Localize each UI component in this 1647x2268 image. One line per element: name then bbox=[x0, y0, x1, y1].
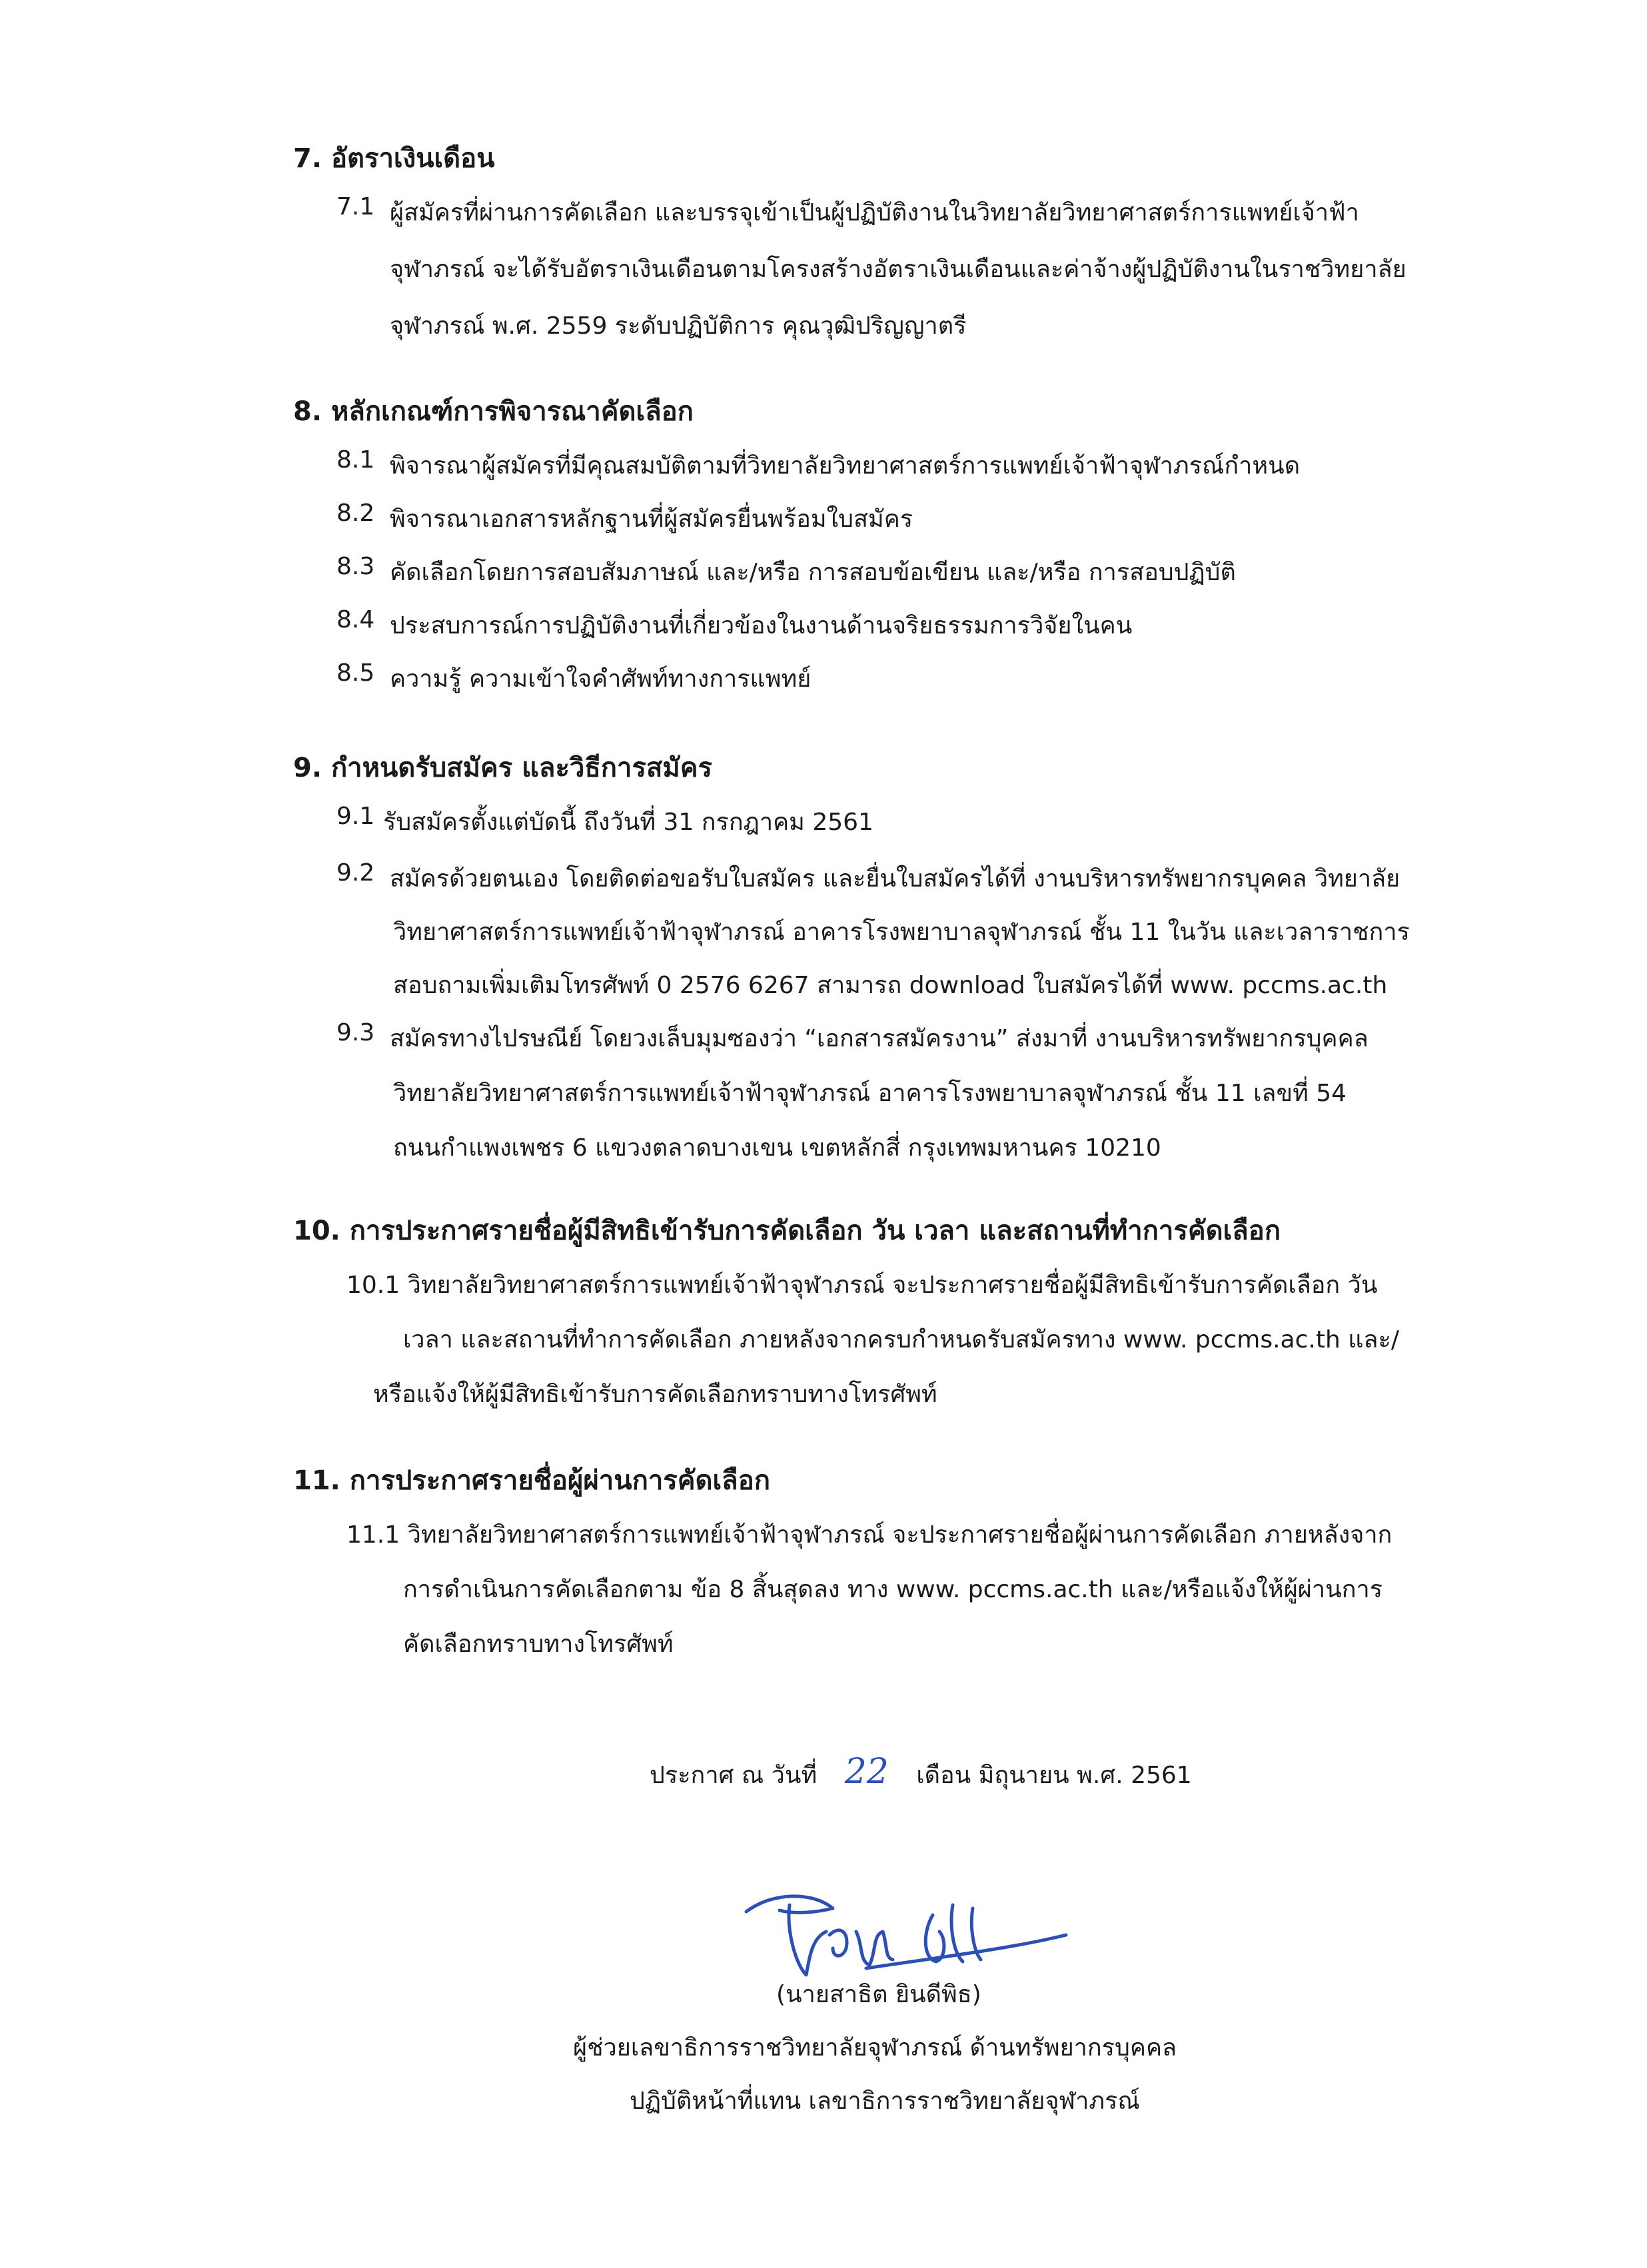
signatory-name: (นายสาธิต ยินดีพิธ) bbox=[776, 1981, 981, 2008]
item-number: 8.1 bbox=[336, 446, 375, 474]
item-number: 8.4 bbox=[336, 606, 375, 633]
item-text: คัดเลือกโดยการสอบสัมภาษณ์ และ/หรือ การสอบข้อเขียน และ/หรือ การสอบปฏิบัติ bbox=[390, 559, 1236, 586]
signatory-acting: ปฏิบัติหน้าที่แทน เลขาธิการราชวิทยาลัยจุฬาภรณ์ bbox=[630, 2087, 1140, 2115]
section-8-heading: 8. หลักเกณฑ์การพิจารณาคัดเลือก bbox=[293, 396, 694, 427]
item-number: 8.3 bbox=[336, 553, 375, 580]
section-7-heading: 7. อัตราเงินเดือน bbox=[293, 143, 495, 174]
announcement-date bbox=[650, 1752, 1192, 1794]
item-10-1-line-3: หรือแจ้งให้ผู้มีสิทธิเข้ารับการคัดเลือกทราบทางโทรศัพท์ bbox=[373, 1381, 937, 1408]
item-number: 7.1 bbox=[336, 193, 375, 220]
announcement-prefix: ประกาศ ณ วันที่ bbox=[650, 1762, 818, 1789]
item-7-1-line-3: จุฬาภรณ์ พ.ศ. 2559 ระดับปฏิบัติการ คุณวุฒิปริญญาตรี bbox=[390, 312, 967, 340]
handwritten-signature bbox=[733, 1885, 1079, 1985]
item-number: 9.3 bbox=[336, 1019, 375, 1046]
section-10-heading: 10. การประกาศรายชื่อผู้มีสิทธิเข้ารับการคัดเลือก วัน เวลา และสถานที่ทำการคัดเลือก bbox=[293, 1216, 1281, 1246]
item-text: ผู้สมัครที่ผ่านการคัดเลือก และบรรจุเข้าเป็นผู้ปฏิบัติงานในวิทยาลัยวิทยาศาสตร์การแพทย์เจ้าฟ้า bbox=[390, 199, 1359, 226]
item-text: พิจารณาเอกสารหลักฐานที่ผู้สมัครยื่นพร้อมใบสมัคร bbox=[390, 506, 913, 533]
item-text: ความรู้ ความเข้าใจคำศัพท์ทางการแพทย์ bbox=[390, 665, 812, 693]
item-9-2-line-3: สอบถามเพิ่มเติมโทรศัพท์ 0 2576 6267 สามารถ download ใบสมัครได้ที่ www. pccms.ac.th bbox=[393, 972, 1388, 999]
signatory-position: ผู้ช่วยเลขาธิการราชวิทยาลัยจุฬาภรณ์ ด้านทรัพยากรบุคคล bbox=[573, 2034, 1177, 2062]
announcement-suffix: เดือน มิถุนายน พ.ศ. 2561 bbox=[916, 1762, 1192, 1789]
announcement-day: 22 bbox=[844, 1752, 889, 1792]
item-number: 9.1 bbox=[336, 803, 375, 830]
item-9-2-line-2: วิทยาศาสตร์การแพทย์เจ้าฟ้าจุฬาภรณ์ อาคารโรงพยาบาลจุฬาภรณ์ ชั้น 11 ในวัน และเวลาราชการ bbox=[393, 919, 1410, 946]
item-7-1-line-2: จุฬาภรณ์ จะได้รับอัตราเงินเดือนตามโครงสร้างอัตราเงินเดือนและค่าจ้างผู้ปฏิบัติงานในราชวิทยาลัย bbox=[390, 256, 1406, 283]
item-11-1-line-3: คัดเลือกทราบทางโทรศัพท์ bbox=[403, 1631, 674, 1658]
item-11-1-line-1: 11.1 วิทยาลัยวิทยาศาสตร์การแพทย์เจ้าฟ้าจุฬาภรณ์ จะประกาศรายชื่อผู้ผ่านการคัดเลือก ภายหลังจาก bbox=[346, 1521, 1392, 1549]
item-11-1-line-2: การดำเนินการคัดเลือกตาม ข้อ 8 สิ้นสุดลง ทาง www. pccms.ac.th และ/หรือแจ้งให้ผู้ผ่านการ bbox=[403, 1576, 1383, 1603]
item-number: 8.5 bbox=[336, 659, 375, 687]
item-text: ประสบการณ์การปฏิบัติงานที่เกี่ยวข้องในงานด้านจริยธรรมการวิจัยในคน bbox=[390, 612, 1133, 639]
item-text: พิจารณาผู้สมัครที่มีคุณสมบัติตามที่วิทยาลัยวิทยาศาสตร์การแพทย์เจ้าฟ้าจุฬาภรณ์กำหนด bbox=[390, 452, 1301, 480]
item-9-3-line-3: ถนนกำแพงเพชร 6 แขวงตลาดบางเขน เขตหลักสี่ กรุงเทพมหานคร 10210 bbox=[393, 1134, 1161, 1162]
item-10-1-line-2: เวลา และสถานที่ทำการคัดเลือก ภายหลังจากครบกำหนดรับสมัครทาง www. pccms.ac.th และ/ bbox=[403, 1326, 1399, 1353]
item-10-1-line-1: 10.1 วิทยาลัยวิทยาศาสตร์การแพทย์เจ้าฟ้าจุฬาภรณ์ จะประกาศรายชื่อผู้มีสิทธิเข้ารับการคัดเลือก วัน bbox=[346, 1272, 1378, 1299]
item-number: 9.2 bbox=[336, 859, 375, 887]
section-11-heading: 11. การประกาศรายชื่อผู้ผ่านการคัดเลือก bbox=[293, 1465, 770, 1496]
section-9-heading: 9. กำหนดรับสมัคร และวิธีการสมัคร bbox=[293, 753, 712, 783]
item-text: สมัครทางไปรษณีย์ โดยวงเล็บมุมซองว่า “เอกสารสมัครงาน” ส่งมาที่ งานบริหารทรัพยากรบุคคล bbox=[390, 1025, 1369, 1052]
item-9-3-line-2: วิทยาลัยวิทยาศาสตร์การแพทย์เจ้าฟ้าจุฬาภรณ์ อาคารโรงพยาบาลจุฬาภรณ์ ชั้น 11 เลขที่ 54 bbox=[393, 1080, 1347, 1107]
item-text: รับสมัครตั้งแต่บัดนี้ ถึงวันที่ 31 กรกฎาคม 2561 bbox=[383, 809, 873, 836]
item-text: สมัครด้วยตนเอง โดยติดต่อขอรับใบสมัคร และยื่นใบสมัครได้ที่ งานบริหารทรัพยากรบุคคล วิทยาลัย bbox=[390, 865, 1400, 893]
item-number: 8.2 bbox=[336, 500, 375, 527]
